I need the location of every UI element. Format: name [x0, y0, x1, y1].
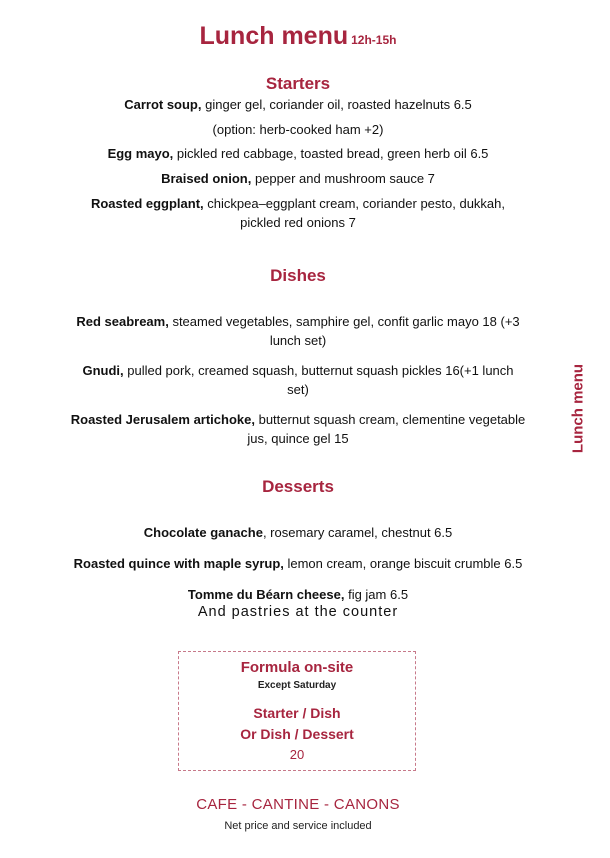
desserts-heading: Desserts: [262, 477, 334, 496]
formula-option: Or Dish / Dessert: [240, 726, 354, 742]
item-name: Carrot soup,: [124, 97, 202, 112]
menu-title-text: Lunch menu: [199, 22, 349, 50]
menu-hours: 12h-15h: [351, 33, 397, 47]
menu-item: [70, 145, 526, 164]
formula-note: Except Saturday: [257, 680, 337, 691]
item-desc: chickpea–eggplant cream, coriander pesto, dukkah, pickled red onions 7: [203, 196, 506, 230]
menu-item: [70, 411, 526, 448]
formula-option: Starter / Dish: [253, 705, 341, 721]
menu-item: [70, 96, 526, 115]
menu-item: [70, 313, 526, 350]
menu-title: [0, 22, 596, 51]
item-name: Red seabream,: [76, 314, 169, 329]
menu-item: [70, 121, 526, 140]
price-note: Net price and service included: [224, 820, 372, 832]
formula-box: [178, 651, 416, 771]
item-name: Chocolate ganache: [143, 525, 263, 540]
item-desc: pickled red cabbage, toasted bread, green herb oil 6.5: [173, 146, 489, 161]
item-name: Tomme du Béarn cheese,: [187, 587, 345, 602]
item-name: Roasted eggplant,: [90, 196, 204, 211]
side-label: [568, 360, 588, 460]
menu-item: [70, 524, 526, 543]
item-desc: butternut squash cream, clementine vegetable jus, quince gel 15: [247, 412, 526, 446]
menu-item: [70, 586, 526, 605]
menu-item: [70, 195, 526, 232]
item-name: Egg mayo,: [107, 146, 174, 161]
menu-item: [70, 170, 526, 189]
restaurant-name: CAFE - CANTINE - CANONS: [196, 796, 400, 813]
side-label-text: Lunch menu: [569, 363, 587, 454]
item-name: Gnudi,: [82, 363, 124, 378]
item-desc: fig jam 6.5: [344, 587, 409, 602]
pastries-note: And pastries at the counter: [197, 604, 399, 620]
starters-heading: Starters: [265, 74, 331, 93]
item-desc: steamed vegetables, samphire gel, confit garlic mayo 18 (+3 lunch set): [168, 314, 520, 348]
item-name: Braised onion,: [161, 171, 252, 186]
item-name: Roasted quince with maple syrup,: [73, 556, 284, 571]
item-desc: , rosemary caramel, chestnut 6.5: [262, 525, 453, 540]
item-name: Roasted Jerusalem artichoke,: [70, 412, 255, 427]
item-desc: pulled pork, creamed squash, butternut squash pickles 16(+1 lunch set): [123, 363, 514, 397]
dishes-heading: Dishes: [270, 266, 326, 285]
item-desc: (option: herb-cooked ham +2): [212, 122, 384, 137]
item-desc: ginger gel, coriander oil, roasted hazelnuts 6.5: [201, 97, 472, 112]
item-desc: pepper and mushroom sauce 7: [251, 171, 435, 186]
menu-item: [40, 555, 556, 574]
menu-item: [70, 362, 526, 399]
formula-price: 20: [289, 747, 305, 762]
item-desc: lemon cream, orange biscuit crumble 6.5: [283, 556, 523, 571]
formula-title: Formula on-site: [240, 659, 354, 676]
